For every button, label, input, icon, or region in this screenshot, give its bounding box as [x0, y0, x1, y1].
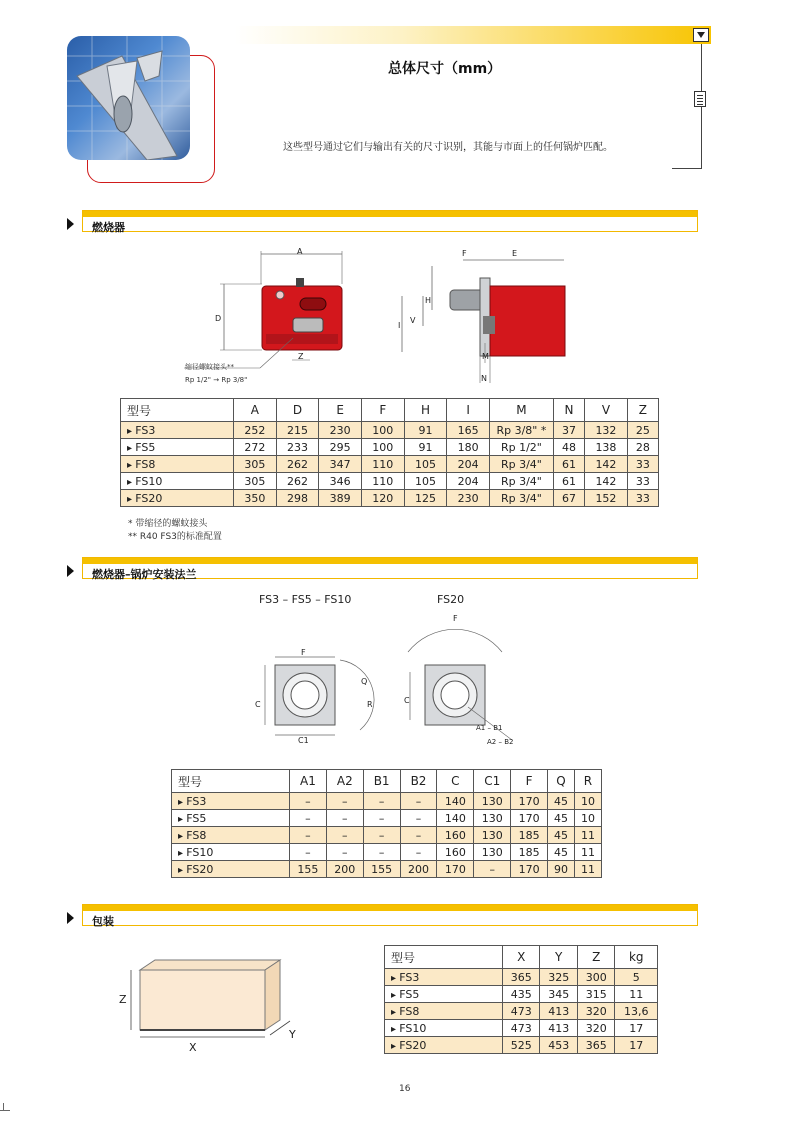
col-header: F [361, 399, 404, 422]
table-row [121, 456, 659, 473]
table-cell: – [326, 810, 363, 827]
model-cell: ▸ FS5 [121, 439, 234, 456]
flange-caption-left: FS3 – FS5 – FS10 [259, 593, 352, 606]
dropdown-arrow-icon[interactable] [693, 28, 709, 42]
table-cell: 130 [474, 793, 511, 810]
table-cell: 305 [234, 473, 277, 490]
reducer-note: 缩径螺蚊接头** [185, 363, 234, 371]
table-cell: 365 [577, 1037, 614, 1054]
section-title: 燃烧器–锅炉安装法兰 [92, 568, 197, 581]
col-header: Z [577, 946, 614, 969]
table-cell: 142 [585, 456, 628, 473]
table-cell: 11 [574, 844, 601, 861]
table-cell: 11 [615, 986, 658, 1003]
table-cell: 61 [553, 456, 584, 473]
table-cell: – [326, 793, 363, 810]
model-cell: ▸ FS3 [121, 422, 234, 439]
table-cell: 67 [553, 490, 584, 507]
table-cell: 262 [276, 473, 319, 490]
flange-caption-right: FS20 [437, 593, 465, 606]
table-cell: Rp 3/8" * [489, 422, 553, 439]
col-header: N [553, 399, 584, 422]
model-cell: ▸ FS5 [385, 986, 503, 1003]
table-row [385, 1003, 658, 1020]
package-label-x: X [189, 1041, 197, 1054]
table-cell: 325 [540, 969, 577, 986]
model-cell: ▸ FS10 [172, 844, 290, 861]
table-cell: 105 [404, 456, 447, 473]
table-row [172, 827, 602, 844]
table-cell: 11 [574, 861, 601, 878]
flange-label-c1: C1 [298, 736, 309, 745]
burner-dimension-diagram [180, 248, 580, 388]
table-cell: 155 [363, 861, 400, 878]
table-row [385, 969, 658, 986]
col-header: M [489, 399, 553, 422]
table-cell: 320 [577, 1003, 614, 1020]
section-title: 燃烧器 [92, 221, 125, 234]
col-header: V [585, 399, 628, 422]
table-cell: 140 [437, 793, 474, 810]
col-header: Y [540, 946, 577, 969]
dim-label-v: V [410, 316, 416, 325]
table-cell: – [290, 793, 327, 810]
model-cell: ▸ FS10 [121, 473, 234, 490]
model-cell: ▸ FS8 [121, 456, 234, 473]
model-cell: ▸ FS5 [172, 810, 290, 827]
table-header-row [385, 946, 658, 969]
package-box-diagram [120, 955, 310, 1045]
flange-label-q: Q [361, 677, 368, 686]
table-header-row [172, 770, 602, 793]
table-cell: 33 [627, 456, 658, 473]
table-cell: 262 [276, 456, 319, 473]
dim-label-e: E [512, 249, 518, 258]
table-cell: 185 [511, 827, 548, 844]
table-cell: 130 [474, 844, 511, 861]
col-header: 型号 [385, 946, 503, 969]
table-cell: 300 [577, 969, 614, 986]
table-cell: – [363, 844, 400, 861]
table-cell: 45 [548, 810, 575, 827]
col-header: A [234, 399, 277, 422]
table-cell: – [290, 827, 327, 844]
table-row [121, 473, 659, 490]
table-cell: 185 [511, 844, 548, 861]
table-cell: 233 [276, 439, 319, 456]
col-header: D [276, 399, 319, 422]
col-header: 型号 [121, 399, 234, 422]
section-marker-icon [67, 218, 74, 230]
col-header: I [447, 399, 490, 422]
table-cell: – [400, 844, 437, 861]
table-cell: 28 [627, 439, 658, 456]
table-cell: 215 [276, 422, 319, 439]
flange-label-a2b2: A2 – B2 [487, 738, 514, 746]
table-cell: 272 [234, 439, 277, 456]
table-cell: 33 [627, 473, 658, 490]
table-cell: 45 [548, 844, 575, 861]
col-header: F [511, 770, 548, 793]
table-cell: 170 [511, 793, 548, 810]
table-cell: 200 [400, 861, 437, 878]
table-row [385, 1037, 658, 1054]
section-title: 包装 [92, 915, 114, 928]
table-cell: 100 [361, 422, 404, 439]
table-cell: 110 [361, 456, 404, 473]
table-cell: 230 [319, 422, 362, 439]
table-cell: 230 [447, 490, 490, 507]
col-header: Z [627, 399, 658, 422]
col-header: C [437, 770, 474, 793]
table-cell: 155 [290, 861, 327, 878]
reducer-note-spec: Rp 1/2" → Rp 3/8" [185, 376, 248, 384]
package-label-y: Y [289, 1028, 296, 1041]
table-cell: 125 [404, 490, 447, 507]
table-cell: 315 [577, 986, 614, 1003]
table-cell: – [290, 810, 327, 827]
table-cell: 345 [540, 986, 577, 1003]
model-cell: ▸ FS20 [121, 490, 234, 507]
page-number: 16 [399, 1084, 411, 1094]
page-title: 总体尺寸（mm） [388, 61, 502, 77]
table-cell: 204 [447, 456, 490, 473]
table-cell: Rp 3/4" [489, 456, 553, 473]
table-cell: 298 [276, 490, 319, 507]
table-cell: – [363, 793, 400, 810]
table-cell: 132 [585, 422, 628, 439]
table-cell: – [400, 793, 437, 810]
dim-label-h: H [425, 296, 432, 305]
table-cell: 180 [447, 439, 490, 456]
table-cell: 200 [326, 861, 363, 878]
table-cell: – [326, 844, 363, 861]
table-row [121, 439, 659, 456]
table-cell: Rp 3/4" [489, 473, 553, 490]
col-header: kg [615, 946, 658, 969]
table-cell: – [363, 827, 400, 844]
table-cell: 413 [540, 1003, 577, 1020]
col-header: A2 [326, 770, 363, 793]
table-cell: 33 [627, 490, 658, 507]
table-cell: 165 [447, 422, 490, 439]
table-cell: 48 [553, 439, 584, 456]
table-cell: 10 [574, 793, 601, 810]
table-row [172, 810, 602, 827]
dim-label-z: Z [298, 352, 304, 361]
table-cell: 45 [548, 793, 575, 810]
table-cell: 347 [319, 456, 362, 473]
col-header: Q [548, 770, 575, 793]
table-cell: 365 [503, 969, 540, 986]
flange-label-c: C [255, 700, 261, 709]
table-header-row [121, 399, 659, 422]
model-cell: ▸ FS3 [172, 793, 290, 810]
table-cell: 295 [319, 439, 362, 456]
package-label-z: Z [119, 993, 127, 1006]
table-cell: 45 [548, 827, 575, 844]
table-cell: 204 [447, 473, 490, 490]
crop-mark [0, 1110, 10, 1111]
flange-dimension-table [171, 769, 602, 878]
flange-label-c-fs20: C [404, 696, 410, 705]
table-cell: – [290, 844, 327, 861]
table-cell: 140 [437, 810, 474, 827]
table-cell: 11 [574, 827, 601, 844]
package-dimension-table [384, 945, 658, 1054]
footnote: ** R40 FS3的标准配置 [128, 532, 222, 542]
model-cell: ▸ FS8 [172, 827, 290, 844]
table-cell: 389 [319, 490, 362, 507]
dim-label-f: F [462, 249, 467, 258]
table-cell: 138 [585, 439, 628, 456]
col-header: 型号 [172, 770, 290, 793]
table-cell: 170 [511, 810, 548, 827]
table-cell: Rp 3/4" [489, 490, 553, 507]
caliper-photo [67, 36, 190, 160]
table-cell: 413 [540, 1020, 577, 1037]
intro-text: 这些型号通过它们与输出有关的尺寸识别，其能与市面上的任何锅炉匹配。 [283, 142, 613, 153]
flange-label-f-fs20: F [453, 614, 458, 623]
table-cell: 435 [503, 986, 540, 1003]
table-cell: 160 [437, 827, 474, 844]
dim-label-n: N [481, 374, 487, 383]
table-cell: 320 [577, 1020, 614, 1037]
table-cell: – [400, 810, 437, 827]
table-cell: 91 [404, 422, 447, 439]
document-icon[interactable] [694, 91, 706, 107]
col-header: B1 [363, 770, 400, 793]
model-cell: ▸ FS3 [385, 969, 503, 986]
table-cell: 17 [615, 1020, 658, 1037]
table-cell: 152 [585, 490, 628, 507]
table-cell: 110 [361, 473, 404, 490]
table-row [385, 1020, 658, 1037]
section-header-packaging [82, 904, 698, 926]
dim-label-a: A [297, 247, 303, 256]
table-row [172, 844, 602, 861]
table-cell: 346 [319, 473, 362, 490]
col-header: E [319, 399, 362, 422]
section-header-burner [82, 210, 698, 232]
flange-label-f: F [301, 648, 306, 657]
table-cell: 130 [474, 810, 511, 827]
table-cell: 142 [585, 473, 628, 490]
table-cell: 10 [574, 810, 601, 827]
table-cell: 90 [548, 861, 575, 878]
col-header: C1 [474, 770, 511, 793]
table-cell: Rp 1/2" [489, 439, 553, 456]
table-cell: 25 [627, 422, 658, 439]
table-cell: 105 [404, 473, 447, 490]
table-cell: – [400, 827, 437, 844]
table-cell: 305 [234, 456, 277, 473]
header-divider-bottom [672, 168, 702, 169]
dim-label-m: M [482, 352, 489, 361]
col-header: A1 [290, 770, 327, 793]
table-cell: 91 [404, 439, 447, 456]
col-header: R [574, 770, 601, 793]
crop-mark [3, 1103, 4, 1111]
table-cell: – [326, 827, 363, 844]
table-cell: – [474, 861, 511, 878]
footnote: * 带缩径的螺蚊接头 [128, 519, 208, 529]
table-cell: 160 [437, 844, 474, 861]
table-cell: 37 [553, 422, 584, 439]
table-row [121, 490, 659, 507]
col-header: X [503, 946, 540, 969]
table-cell: 350 [234, 490, 277, 507]
model-cell: ▸ FS10 [385, 1020, 503, 1037]
table-row [121, 422, 659, 439]
table-cell: 120 [361, 490, 404, 507]
table-cell: 473 [503, 1020, 540, 1037]
dim-label-i: I [398, 321, 401, 330]
table-cell: 170 [511, 861, 548, 878]
burner-dimension-table [120, 398, 659, 507]
table-row [172, 861, 602, 878]
table-cell: 473 [503, 1003, 540, 1020]
model-cell: ▸ FS20 [172, 861, 290, 878]
table-cell: 13,6 [615, 1003, 658, 1020]
table-cell: 525 [503, 1037, 540, 1054]
section-marker-icon [67, 565, 74, 577]
table-cell: 170 [437, 861, 474, 878]
model-cell: ▸ FS8 [385, 1003, 503, 1020]
table-cell: 5 [615, 969, 658, 986]
table-row [172, 793, 602, 810]
flange-label-r: R [367, 700, 373, 709]
table-cell: 130 [474, 827, 511, 844]
table-cell: 453 [540, 1037, 577, 1054]
section-header-flange [82, 557, 698, 579]
table-cell: – [363, 810, 400, 827]
table-row [385, 986, 658, 1003]
flange-label-a1b1: A1 – B1 [476, 724, 503, 732]
col-header: H [404, 399, 447, 422]
table-cell: 17 [615, 1037, 658, 1054]
table-cell: 100 [361, 439, 404, 456]
header-gradient-bar [235, 26, 711, 44]
model-cell: ▸ FS20 [385, 1037, 503, 1054]
col-header: B2 [400, 770, 437, 793]
section-marker-icon [67, 912, 74, 924]
table-cell: 252 [234, 422, 277, 439]
dim-label-d: D [215, 314, 222, 323]
table-cell: 61 [553, 473, 584, 490]
